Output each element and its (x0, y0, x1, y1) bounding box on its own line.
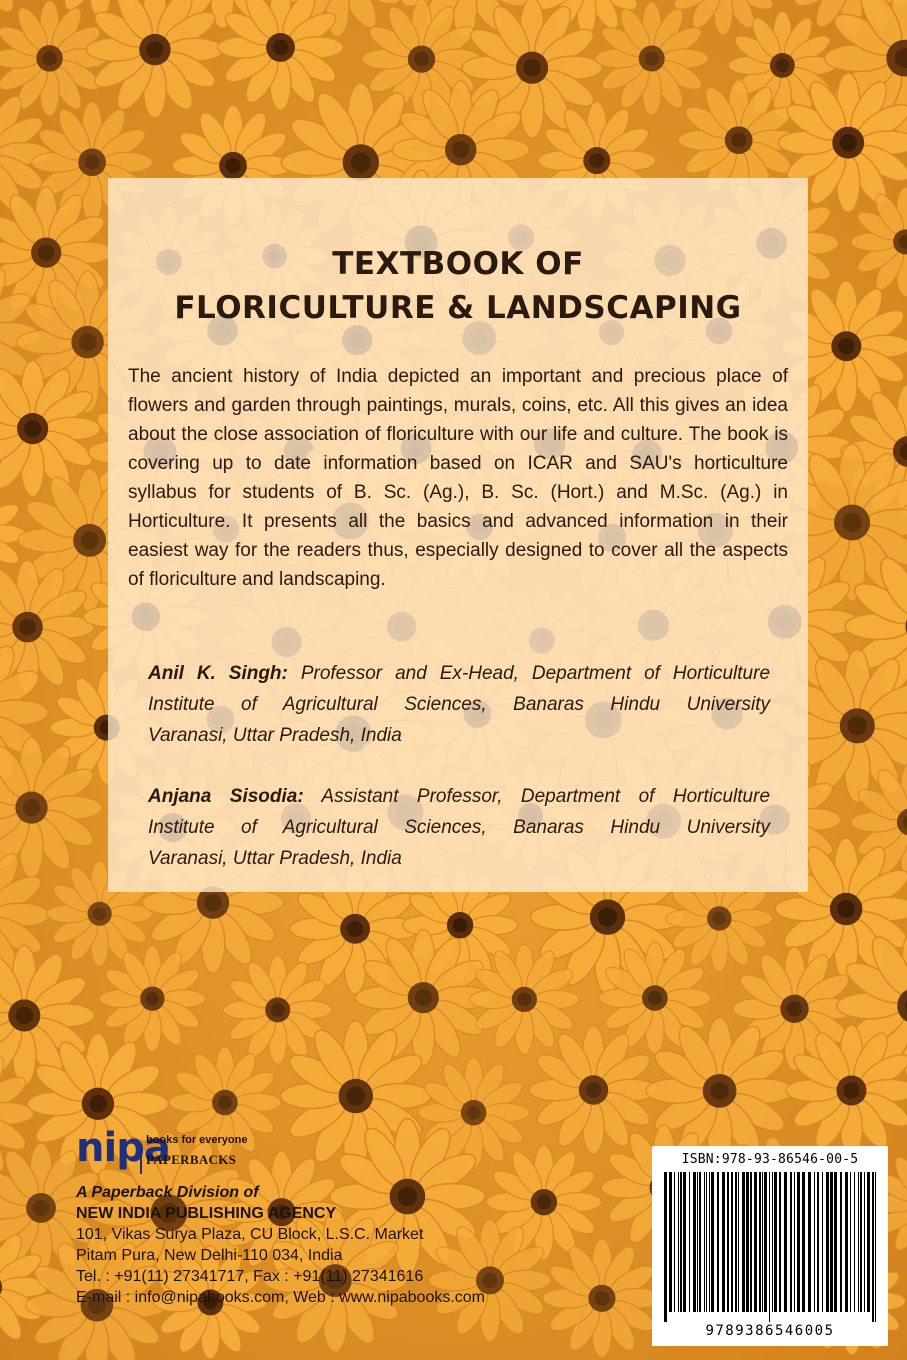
barcode-bar (864, 1172, 865, 1312)
author-affiliation-line: Assistant Professor, Department of Horticulture (321, 786, 771, 807)
barcode-bar (817, 1172, 819, 1312)
barcode-bar (711, 1172, 714, 1312)
barcode-bar (727, 1172, 729, 1312)
publisher-address-2: Pitam Pura, New Delhi-110 034, India (76, 1247, 343, 1264)
barcode-digits: 9789386546005 (705, 1323, 835, 1339)
barcode-bar (746, 1172, 749, 1312)
barcode-bar (759, 1172, 761, 1312)
barcode-bar (709, 1172, 710, 1312)
barcode-bar (731, 1172, 733, 1312)
barcode-box (652, 1146, 888, 1346)
author-affiliation-line: Varanasi, Uttar Pradesh, India (148, 848, 402, 869)
barcode-bar (814, 1172, 815, 1312)
barcode-bar (764, 1172, 767, 1312)
author-affiliation-line: Institute of Agricultural Sciences, Banaras Hindu University (148, 694, 770, 715)
author-affiliation-line: Varanasi, Uttar Pradesh, India (148, 725, 402, 746)
barcode-image (664, 1172, 876, 1322)
barcode-bar (845, 1172, 848, 1312)
barcode-bar (704, 1172, 705, 1312)
barcode-bar (872, 1172, 874, 1322)
barcode-bar (750, 1172, 752, 1312)
title-line-2: FLORICULTURE & LANDSCAPING (174, 290, 742, 326)
author-name: Anjana Sisodia: (148, 786, 304, 807)
publisher-name: NEW INDIA PUBLISHING AGENCY (76, 1205, 337, 1222)
author-anjana-sisodia (148, 781, 770, 874)
barcode-bar (802, 1172, 805, 1312)
barcode-bar (680, 1172, 682, 1312)
barcode-bar (683, 1172, 686, 1312)
publisher-phone: Tel. : +91(11) 27341717, Fax : +91(11) 27341616 (76, 1268, 424, 1285)
barcode-bar (822, 1172, 823, 1312)
barcode-bar (790, 1172, 792, 1312)
logo-imprint: PAPERBACKS (146, 1152, 237, 1167)
barcode-bar (808, 1172, 811, 1312)
barcode-bar (762, 1172, 763, 1312)
barcode-bar (699, 1172, 701, 1312)
barcode-bar (674, 1172, 675, 1312)
barcode-bar (794, 1172, 795, 1312)
barcode-bar (772, 1172, 773, 1312)
barcode-bar (797, 1172, 800, 1312)
barcode-bar (826, 1172, 829, 1312)
author-anil-singh (148, 658, 770, 751)
barcode-bar (784, 1172, 787, 1312)
author-affiliation-line: Professor and Ex-Head, Department of Horticulture (300, 663, 771, 684)
isbn-label: ISBN:978-93-86546-00-5 (681, 1152, 859, 1167)
publisher-division: A Paperback Division of (76, 1184, 259, 1201)
publisher-address-1: 101, Vikas Surya Plaza, CU Block, L.S.C. Market (76, 1226, 424, 1243)
barcode-bar (735, 1172, 737, 1312)
barcode-bar (875, 1172, 876, 1322)
barcode-bar (850, 1172, 851, 1312)
info-panel (108, 178, 808, 892)
author-name: Anil K. Singh: (148, 663, 288, 684)
barcode-bar (830, 1172, 833, 1312)
publisher-block (76, 1126, 596, 1308)
title-line-1: TEXTBOOK OF (332, 246, 584, 282)
barcode-bar (693, 1172, 696, 1312)
book-description: The ancient history of India depicted an important and precious place of flowers and garden through paintings, murals, coins, etc. All this gives an idea about the close association of floriculture with our life and culture. The book is covering up to date information based on ICAR and SAU's horticulture syllabus for students of B. Sc. (Ag.), B. Sc. (Hort.) and M.Sc. (Ag.) in Horticulture. It presents all the basics and advanced information in their easiest way for the readers thus, especially designed to cover all the aspects of floriculture and landscaping. (128, 366, 788, 590)
publisher-logo (76, 1126, 596, 1180)
logo-tagline: books for everyone (146, 1134, 248, 1146)
barcode-bar (769, 1172, 770, 1322)
barcode-bar (867, 1172, 870, 1312)
barcode-bar (678, 1172, 679, 1312)
barcode-bar (860, 1172, 862, 1312)
barcode-bar (706, 1172, 707, 1312)
barcode-bar (664, 1172, 667, 1322)
barcode-bar (717, 1172, 719, 1312)
barcode-bar (689, 1172, 690, 1312)
book-title (108, 242, 808, 330)
barcode-bar (697, 1172, 698, 1312)
barcode-bar (858, 1172, 859, 1312)
barcode-bar (834, 1172, 837, 1312)
barcode-bar (854, 1172, 855, 1312)
barcode-bar (669, 1172, 672, 1312)
barcode-bar (774, 1172, 777, 1312)
barcode-bar (722, 1172, 725, 1312)
barcode-bar (754, 1172, 757, 1312)
logo-word: nipa (76, 1125, 170, 1171)
barcode-bar (738, 1172, 739, 1312)
barcode-bar (779, 1172, 781, 1312)
barcode-bar (742, 1172, 745, 1312)
publisher-contact: E-mail : info@nipabooks.com, Web : www.nipabooks.com (76, 1289, 486, 1306)
barcode-bar (840, 1172, 842, 1312)
author-affiliation-line: Institute of Agricultural Sciences, Banaras Hindu University (148, 817, 770, 838)
